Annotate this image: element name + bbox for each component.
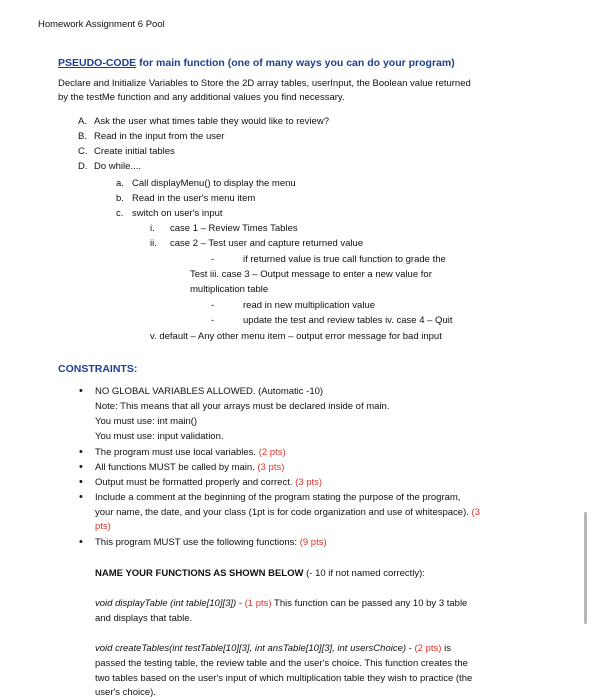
constraint-text: The program must use local variables. xyxy=(95,447,257,458)
substep-c xyxy=(116,207,223,220)
case-ii xyxy=(150,237,364,250)
pseudo-code-heading xyxy=(58,56,455,70)
constraint-text: This program MUST use the following functions: xyxy=(95,537,298,548)
constraints-heading: CONSTRAINTS: xyxy=(58,363,138,375)
step-text: Create initial tables xyxy=(94,146,175,157)
separator: - xyxy=(406,643,415,654)
case-ii-continued-1: Test iii. case 3 – Output message to enter a new value for xyxy=(190,269,432,280)
points-label: (2 pts) xyxy=(414,643,442,654)
step-marker: B. xyxy=(78,131,87,142)
step-c xyxy=(78,145,175,158)
points-label: (3 pts) xyxy=(257,462,285,473)
case-marker: i. xyxy=(150,223,155,234)
create-tables-desc-3: two tables based on the user's input of which multiplication table they wish to practice (the xyxy=(95,673,473,684)
bullet: • xyxy=(79,536,83,548)
points-label: (3 xyxy=(471,507,480,518)
constraint-local-vars xyxy=(95,446,286,459)
step-a xyxy=(78,115,329,128)
bullet: • xyxy=(79,461,83,473)
display-table-desc-2: and displays that table. xyxy=(95,613,193,624)
case-ii-detail: if returned value is true call function to grade the xyxy=(243,254,446,265)
case-text: case 1 – Review Times Tables xyxy=(170,223,298,234)
substep-marker: c. xyxy=(116,208,124,219)
case-i xyxy=(150,222,298,235)
case-marker: ii. xyxy=(150,238,157,249)
points-label: (2 pts) xyxy=(258,447,286,458)
points-label-continued: pts) xyxy=(95,521,111,532)
function-signature: void createTables(int testTable[10][3], int ansTable[10][3], int usersChoice) xyxy=(95,643,407,654)
pseudo-code-link[interactable]: PSEUDO-CODE xyxy=(58,57,137,69)
heading-text: NAME YOUR FUNCTIONS AS SHOWN BELOW xyxy=(95,568,304,579)
step-text: Ask the user what times table they would like to review? xyxy=(94,116,329,127)
display-table-spec xyxy=(95,597,467,610)
constraint-functions xyxy=(95,536,327,549)
constraint-text: All functions MUST be called by main. xyxy=(95,462,255,473)
create-tables-desc-4: user's choice). xyxy=(95,687,156,698)
constraint-note: Note: This means that all your arrays must be declared inside of main. xyxy=(95,401,390,412)
case-default: v. default – Any other menu item – output error message for bad input xyxy=(150,331,442,342)
step-d xyxy=(78,160,141,173)
step-text: Do while.... xyxy=(94,161,141,172)
constraint-called-by-main xyxy=(95,461,284,474)
update-tables: update the test and review tables iv. case 4 – Quit xyxy=(243,315,453,326)
substep-b xyxy=(116,192,256,205)
function-description: This function can be passed any 10 by 3 table xyxy=(271,598,468,609)
constraint-formatted xyxy=(95,476,322,489)
heading-note: (- 10 if not named correctly): xyxy=(306,568,425,579)
bullet: • xyxy=(79,446,83,458)
case-text: case 2 – Test user and capture returned value xyxy=(170,238,364,249)
points-label: (9 pts) xyxy=(299,537,327,548)
step-marker: C. xyxy=(78,146,88,157)
case-ii-continued-2: multiplication table xyxy=(190,284,269,295)
step-marker: D. xyxy=(78,161,88,172)
constraint-comment-line-1: Include a comment at the beginning of the program stating the purpose of the program, xyxy=(95,492,461,503)
create-tables-spec xyxy=(95,642,451,655)
bullet: • xyxy=(79,491,83,503)
substep-text: switch on user's input xyxy=(132,208,223,219)
create-tables-desc-2: passed the testing table, the review table and the user's choice. This function creates the xyxy=(95,658,468,669)
intro-line-2: by the testMe function and any additional values you find necessary. xyxy=(58,92,345,103)
name-functions-heading xyxy=(95,567,425,580)
vertical-scrollbar[interactable] xyxy=(584,512,587,624)
constraint-text: Output must be formatted properly and correct. xyxy=(95,477,293,488)
bullet: • xyxy=(79,476,83,488)
substep-a xyxy=(116,177,296,190)
function-signature: void displayTable (int table[10][3]) xyxy=(95,598,237,609)
constraint-use-validation: You must use: input validation. xyxy=(95,431,224,442)
dash-marker: - xyxy=(211,315,215,326)
points-label: (3 pts) xyxy=(295,477,323,488)
substep-marker: b. xyxy=(116,193,124,204)
substep-marker: a. xyxy=(116,178,124,189)
constraint-global-vars: NO GLOBAL VARIABLES ALLOWED. (Automatic -10) xyxy=(95,386,324,397)
points-label: (1 pts) xyxy=(244,598,272,609)
document-header: Homework Assignment 6 Pool xyxy=(38,19,165,30)
constraint-text: your name, the date, and your class (1pt is for code organization and use of whitespace). xyxy=(95,507,469,518)
step-text: Read in the input from the user xyxy=(94,131,225,142)
constraint-comment-line-2 xyxy=(95,506,480,519)
dash-marker: - xyxy=(211,300,215,311)
substep-text: Read in the user's menu item xyxy=(132,193,256,204)
function-description: is xyxy=(441,643,451,654)
step-marker: A. xyxy=(78,116,87,127)
dash-marker: - xyxy=(211,254,215,265)
substep-text: Call displayMenu() to display the menu xyxy=(132,178,296,189)
intro-line-1: Declare and Initialize Variables to Store the 2D array tables, userInput, the Boolean value returned xyxy=(58,78,471,89)
bullet: • xyxy=(79,385,83,397)
read-new-value: read in new multiplication value xyxy=(243,300,376,311)
constraint-use-main: You must use: int main() xyxy=(95,416,198,427)
pseudo-code-heading-rest: for main function (one of many ways you can do your program) xyxy=(136,57,455,69)
step-b xyxy=(78,130,225,143)
separator: - xyxy=(236,598,245,609)
